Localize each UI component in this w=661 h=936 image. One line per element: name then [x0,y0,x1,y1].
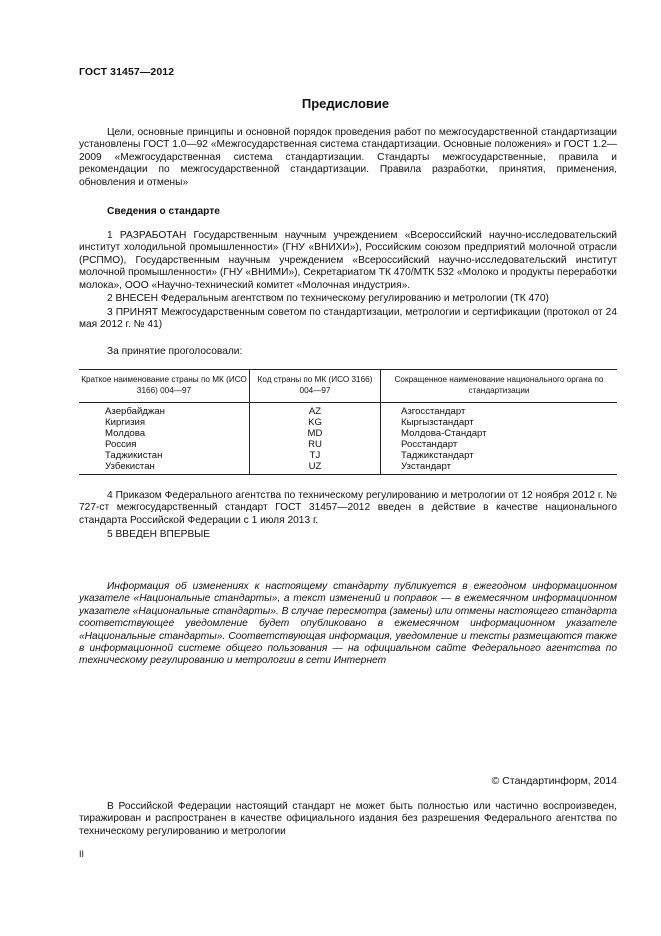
cell-code: KG [250,417,381,428]
cell-body: Азгосстандарт [381,403,618,418]
table-row [79,417,617,428]
cell-country: Киргизия [105,417,146,428]
about-heading: Сведения о стандарте [107,206,220,217]
page-title: Предисловие [301,96,390,111]
about-item-3: 3 ПРИНЯТ Межгосударственным советом по стандартизации, метрологии и сертификации (протокол от 24 мая 2012 г. № 41) [79,307,617,331]
cell-body: Росстандарт [381,439,618,450]
cell-country: Молдова [105,428,146,439]
cell-code: MD [250,428,381,439]
cell-code: TJ [250,450,381,461]
voted-label: За принятие проголосовали: [107,346,243,357]
cell-country: Таджикистан [105,450,163,461]
cell-country: Азербайджан [105,406,165,417]
cell-body: Молдова-Стандарт [381,428,618,439]
col-header-code: Код страны по МК (ИСО 3166) 004—97 [250,370,381,403]
cell-body: Таджикстандарт [381,450,618,461]
cell-code: UZ [250,461,381,475]
cell-code: AZ [250,403,381,418]
foreword-intro: Цели, основные принципы и основной порядок проведения работ по межгосударственной стандартизации установлены ГОСТ 1.0—92 «Межгосударственная система стандартизации. Основные положения» и ГОСТ 1.2—2009 «Межгосударственная система стандартизации. Стандарты межгосударственные, правила и рекомендации по межгосударственной стандартизации. Правила разработки, принятия, применения, обновления и отмены» [79,127,617,188]
info-notice: Информация об изменениях к настоящему стандарту публикуется в ежегодном информационном указателе «Национальные стандарты», а текст изменений и поправок — в ежемесячном информационном указателе «Национальные стандарты». В случае пересмотра (замены) или отмены настоящего стандарта соответствующее уведомление будет опубликовано в ежемесячном информационном указателе «Национальные стандарты». Соответствующая информация, уведомление и тексты размещаются также в информационной системе общего пользования — на официальном сайте Федерального агентства по техническому регулированию и метрологии в сети Интернет [79,581,617,667]
cell-country: Россия [105,439,137,450]
reproduction-notice: В Российской Федерации настоящий стандарт не может быть полностью или частично воспроизведен, тиражирован и распространен в качестве официального издания без разрешения Федерального агентства по техническому регулированию и метрологии [79,801,617,837]
vote-table-header [79,370,617,403]
page-number: II [79,849,85,859]
cell-country: Узбекистан [79,461,250,475]
copyright: © Стандартинформ, 2014 [491,775,617,787]
about-item-4: 4 Приказом Федерального агентства по техническому регулированию и метрологии от 12 ноября 2012 г. № 727-ст межгосударственный стандарт ГОСТ 31457—2012 введен в действие в качестве национального стандарта Российской Федерации с 1 июля 2013 г. [79,490,617,526]
about-item-1: 1 РАЗРАБОТАН Государственным научным учреждением «Всероссийский научно-исследовательский институт холодильной промышленности» (ГНУ «ВНИХИ»), Российским союзом предприятий молочной отрасли (РСПМО), Государственным научным учреждением «Всероссийский научно-исследовательский институт молочной промышленности» (ГНУ «ВНИМИ»), Секретариатом ТК 470/МТК 532 «Молоко и продукты переработки молока», ООО «Научно-технический комитет «Молочная индустрия». [79,230,617,291]
table-row [79,439,617,450]
table-row [79,428,617,439]
cell-code: RU [250,439,381,450]
table-row [79,450,617,461]
table-row [79,461,617,475]
col-header-body: Сокращенное наименование национального органа по стандартизации [381,370,618,403]
cell-body: Кыргызстандарт [381,417,618,428]
about-item-2: 2 ВНЕСЕН Федеральным агентством по техническому регулированию и метрологии (ТК 470) [107,293,549,304]
table-row [79,403,617,418]
about-item-5: 5 ВВЕДЕН ВПЕРВЫЕ [107,529,211,540]
cell-body: Узстандарт [381,461,618,475]
col-header-country: Краткое наименование страны по МК (ИСО 3166) 004—97 [79,370,250,403]
standard-code: ГОСТ 31457—2012 [79,66,175,78]
vote-table [79,369,617,475]
